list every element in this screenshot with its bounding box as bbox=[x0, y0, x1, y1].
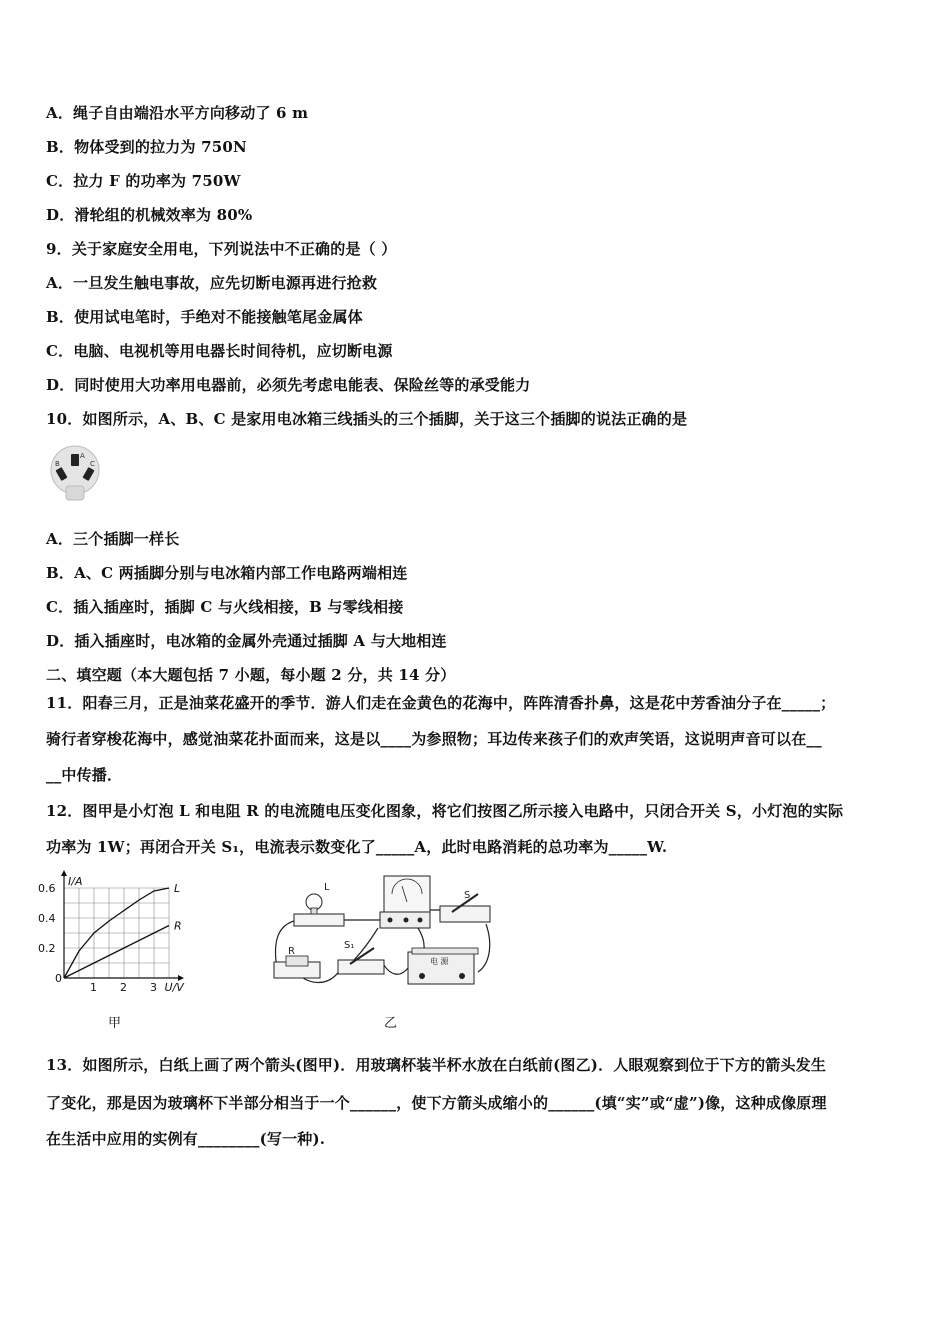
plug-label-b: B bbox=[55, 460, 60, 468]
q9-stem: 9．关于家庭安全用电，下列说法中不正确的是（ ） bbox=[46, 240, 397, 258]
label-switch-s: S bbox=[464, 890, 471, 901]
q12-line1: 12．图甲是小灯泡 L 和电阻 R 的电流随电压变化图象，将它们按图乙所示接入电路中，只闭合开关 S，小灯泡的实际 bbox=[46, 802, 844, 820]
lamp-bulb bbox=[306, 894, 322, 910]
q9-option-b: B．使用试电笔时，手绝对不能接触笔尾金属体 bbox=[46, 308, 363, 326]
q8-option-a: A．绳子自由端沿水平方向移动了 6 m bbox=[46, 104, 309, 122]
plug-label-c: C bbox=[90, 460, 95, 468]
plug-pin-a bbox=[71, 454, 79, 466]
q10-option-a: A．三个插脚一样长 bbox=[46, 530, 180, 548]
label-resistor: R bbox=[288, 946, 295, 957]
plug-label-a: A bbox=[80, 452, 85, 460]
q9-option-c: C．电脑、电视机等用电器长时间待机，应切断电源 bbox=[46, 342, 393, 360]
q13-line3: 在生活中应用的实例有________(写一种). bbox=[46, 1130, 326, 1148]
q9-option-a: A．一旦发生触电事故，应先切断电源再进行抢救 bbox=[46, 274, 378, 292]
label-lamp: L bbox=[324, 882, 330, 893]
q8-option-d: D．滑轮组的机械效率为 80% bbox=[46, 206, 253, 224]
series-label-L: L bbox=[174, 882, 181, 895]
x-axis-label: U/V bbox=[164, 981, 184, 994]
y-tick-label: 0.6 bbox=[38, 882, 56, 895]
plug-figure bbox=[44, 442, 106, 504]
x-tick-label: 2 bbox=[120, 981, 127, 994]
y-tick-label: 0.2 bbox=[38, 942, 56, 955]
section2-title: 二、填空题（本大题包括 7 小题，每小题 2 分，共 14 分） bbox=[46, 666, 456, 684]
q10-stem: 10．如图所示，A、B、C 是家用电冰箱三线插头的三个插脚，关于这三个插脚的说法正确的是 bbox=[46, 410, 688, 428]
label-source: 电 源 bbox=[430, 957, 449, 966]
switch-s bbox=[440, 906, 490, 922]
label-switch-s1: S₁ bbox=[344, 940, 355, 951]
circuit-figure bbox=[268, 864, 504, 994]
q13-line1: 13．如图所示，白纸上画了两个箭头(图甲)．用玻璃杯装半杯水放在白纸前(图乙)．人眼观察到位于下方的箭头发生 bbox=[46, 1056, 827, 1074]
lamp-base bbox=[294, 914, 344, 926]
x-tick-label: 1 bbox=[90, 981, 97, 994]
x-tick-label: 3 bbox=[150, 981, 157, 994]
series-label-R: R bbox=[174, 919, 182, 933]
q13-line2: 了变化，那是因为玻璃杯下半部分相当于一个______，使下方箭头成缩小的______(填“实”或“虚”)像，这种成像原理 bbox=[46, 1094, 827, 1112]
caption-jia: 甲 bbox=[108, 1016, 122, 1031]
q8-option-b: B．物体受到的拉力为 750N bbox=[46, 138, 247, 156]
q11-line3: __中传播． bbox=[46, 766, 123, 784]
y-axis-label: I/A bbox=[68, 875, 83, 888]
q9-option-d: D．同时使用大功率用电器前，必须先考虑电能表、保险丝等的承受能力 bbox=[46, 376, 531, 394]
caption-yi: 乙 bbox=[384, 1016, 398, 1031]
q8-option-c: C．拉力 F 的功率为 750W bbox=[46, 172, 241, 190]
q10-option-b: B．A、C 两插脚分别与电冰箱内部工作电路两端相连 bbox=[46, 564, 408, 582]
series-line-R bbox=[64, 926, 169, 979]
origin-label: 0 bbox=[55, 972, 62, 985]
q10-option-c: C．插入插座时，插脚 C 与火线相接，B 与零线相接 bbox=[46, 598, 404, 616]
q10-option-d: D．插入插座时，电冰箱的金属外壳通过插脚 A 与大地相连 bbox=[46, 632, 447, 650]
y-axis-arrow bbox=[61, 870, 67, 876]
q11-line1: 11．阳春三月，正是油菜花盛开的季节．游人们走在金黄色的花海中，阵阵清香扑鼻，这是花中芳香油分子在_____； bbox=[46, 694, 836, 712]
q11-line2: 骑行者穿梭花海中，感觉油菜花扑面而来，这是以____为参照物；耳边传来孩子们的欢声笑语，这说明声音可以在__ bbox=[46, 730, 822, 748]
iu-chart bbox=[36, 866, 216, 1002]
switch-s1 bbox=[338, 960, 384, 974]
ammeter bbox=[384, 876, 430, 912]
q12-line2: 功率为 1W；再闭合开关 S₁，电流表示数变化了_____A，此时电路消耗的总功率为_____W. bbox=[46, 838, 668, 856]
y-tick-label: 0.4 bbox=[38, 912, 56, 925]
